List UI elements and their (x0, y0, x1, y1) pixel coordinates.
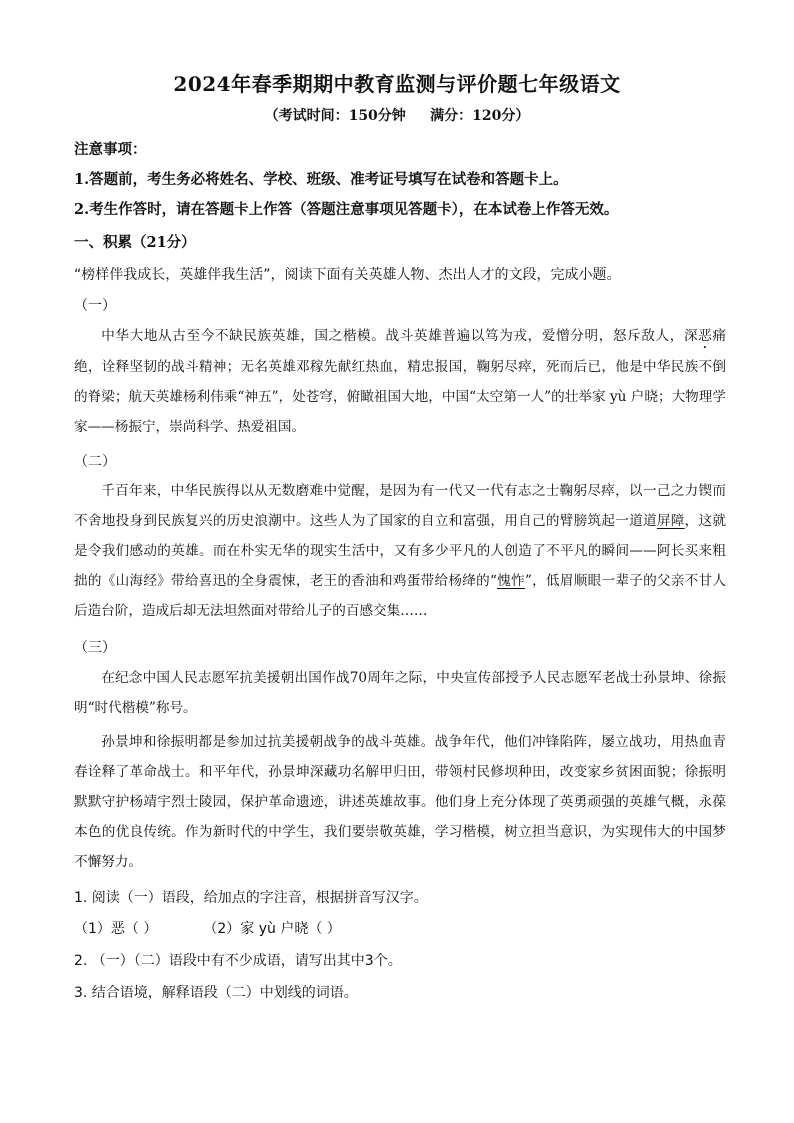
passage-3-paragraph-2: 孙景坤和徐振明都是参加过抗美援朝战争的战斗英雄。战争年代，他们冲锋陷阵，屡立战功，用热血青春诠释了革命战士。和平年代，孙景坤深藏功名解甲归田，带领村民修坝种田，改变家乡贫困面貌；徐振明默默守护杨靖宇烈士陵园，保护革命遗迹，讲述英雄故事。他们身上充分体现了英勇顽强的英雄气概，永葆本色的优良传统。作为新时代的中学生，我们要崇敬英雄，学习楷模，树立担当意识，为实现伟大的中国梦不懈努力。 (74, 734, 726, 870)
section-intro: “榜样伴我成长，英雄伴我生活”，阅读下面有关英雄人物、杰出人才的文段，完成小题。 (74, 267, 621, 283)
question-1-part-2: （2）家 yù 户晓（ ） (203, 921, 341, 937)
dotted-char-e: 恶 (698, 328, 713, 344)
passage-label-1: （一） (74, 298, 116, 314)
question-1-parts (74, 919, 726, 939)
question-1: 1. 阅读（一）语段，给加点的字注音，根据拼音写汉字。 (74, 890, 428, 906)
exam-info-subtitle: （考试时间：150分钟 满分：120分） (264, 108, 530, 124)
notes-heading: 注意事项： (74, 141, 147, 158)
question-2: 2. （一）（二）语段中有不少成语，请写出其中3个。 (74, 953, 402, 969)
passage-label-3: （三） (74, 640, 116, 656)
passage-2-text: 千百年来，中华民族得以从无数磨难中觉醒，是因为有一代又一代有志之士鞠躬尽瘁，以一己之力锲而不舍地投身到民族复兴的历史浪潮中。这些人为了国家的自立和富强，用自己的臂膀筑起一道道屏障，这就是令我们感动的英雄。而在朴实无华的现实生活中，又有多少平凡的人创造了不平凡的瞬间——阿长买来粗拙的《山海经》带给喜迅的全身震悚，老王的香油和鸡蛋带给杨绛的“愧怍”，低眉顺眼一辈子的父亲不甘人后造台阶，造成后却无法坦然面对带给儿子的百感交集…… (74, 483, 727, 619)
underlined-word-pingzhang: 屏障 (656, 513, 685, 529)
passage-1-text: 中华大地从古至今不缺民族英雄，国之楷模。战斗英雄普遍以笃为戎，爱憎分明，怒斥敌人，深恶痛绝，诠释坚韧的战斗精神；无名英雄邓稼先献红热血，精忠报国，鞠躬尽瘁，死而后已，他是中华民族不倒的脊梁；航天英雄杨利伟乘“神五”，处苍穹，俯瞰祖国大地，中国“太空第一人”的壮举家 yù 户晓；大物理学家——杨振宁，崇尚科学、热爱祖国。 (74, 328, 727, 435)
section-heading-accumulation: 一、积累（21分） (74, 234, 196, 251)
page-title: 2024年春季期期中教育监测与评价题七年级语文 (173, 72, 621, 96)
question-3: 3. 结合语境，解释语段（二）中划线的词语。 (74, 985, 358, 1001)
note-item-2: 2.考生作答时，请在答题卡上作答（答题注意事项见答题卡），在本试卷上作答无效。 (74, 201, 619, 218)
question-1-part-1: （1）恶（ ） (74, 921, 158, 937)
note-item-1: 1.答题前，考生务必将姓名、学校、班级、准考证号填写在试卷和答题卡上。 (74, 171, 568, 188)
underlined-word-kuizuo: 愧怍 (496, 573, 525, 589)
passage-label-2: （二） (74, 454, 116, 470)
passage-3-paragraph-1: 在纪念中国人民志愿军抗美援朝出国作战70周年之际，中央宣传部授予人民志愿军老战士孙景坤、徐振明“时代楷模”称号。 (74, 670, 726, 716)
